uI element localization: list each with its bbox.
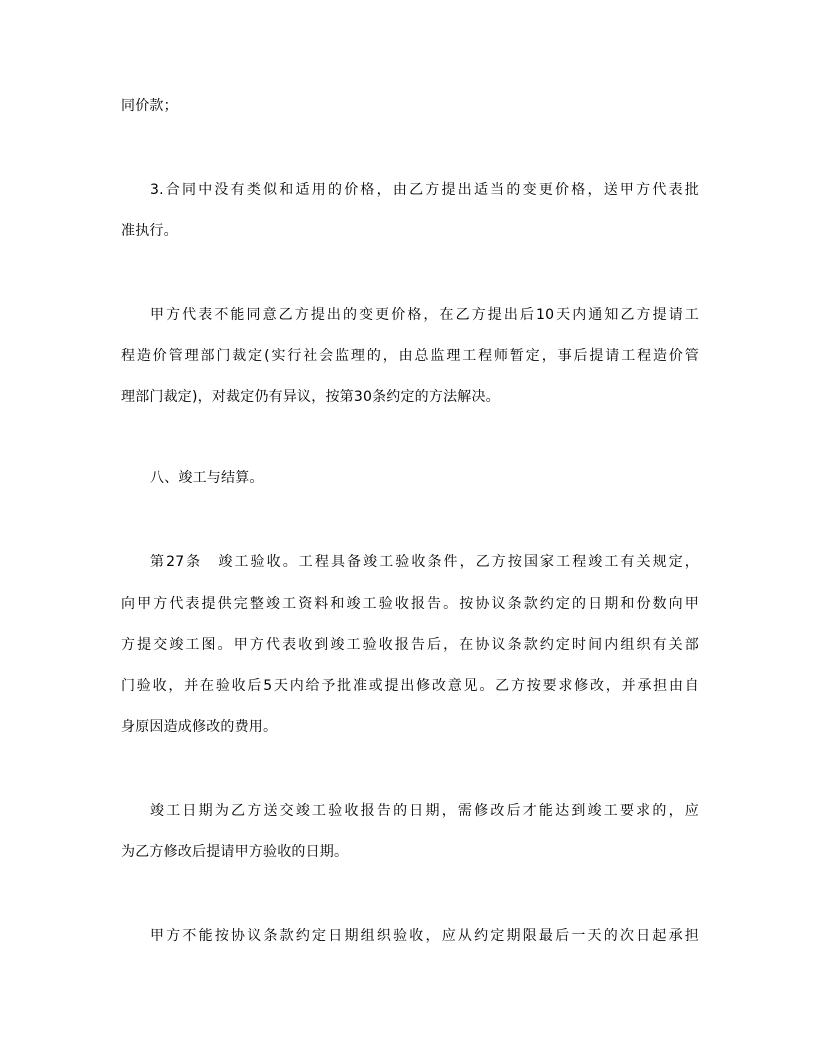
text-line: 甲方代表不能同意乙方提出的变更价格，在乙方提出后10天内通知乙方提请工 xyxy=(150,307,699,323)
text-line: 准执行。 xyxy=(121,223,178,239)
text-line: 身原因造成修改的费用。 xyxy=(121,719,278,735)
text-line: 为乙方修改后提请甲方验收的日期。 xyxy=(121,844,349,860)
text-line: 甲方不能按协议条款约定日期组织验收，应从约定期限最后一天的次日起承担 xyxy=(150,928,699,944)
text-line: 同价款； xyxy=(121,98,178,114)
text-line: 向甲方代表提供完整竣工资料和竣工验收报告。按协议条款约定的日期和份数向甲 xyxy=(121,596,699,612)
text-line: 第27条 竣工验收。工程具备竣工验收条件，乙方按国家工程竣工有关规定， xyxy=(150,554,699,570)
text-line: 竣工日期为乙方送交竣工验收报告的日期，需修改后才能达到竣工要求的，应 xyxy=(150,803,699,819)
text-line: 程造价管理部门裁定(实行社会监理的，由总监理工程师暂定，事后提请工程造价管 xyxy=(121,348,699,364)
section-heading: 八、竣工与结算。 xyxy=(150,470,264,486)
text-line: 理部门裁定)，对裁定仍有异议，按第30条约定的方法解决。 xyxy=(121,389,500,405)
text-line: 3.合同中没有类似和适用的价格，由乙方提出适当的变更价格，送甲方代表批 xyxy=(150,182,699,198)
text-line: 门验收，并在验收后5天内给予批准或提出修改意见。乙方按要求修改，并承担由自 xyxy=(121,678,699,694)
text-line: 方提交竣工图。甲方代表收到竣工验收报告后，在协议条款约定时间内组织有关部 xyxy=(121,637,699,653)
